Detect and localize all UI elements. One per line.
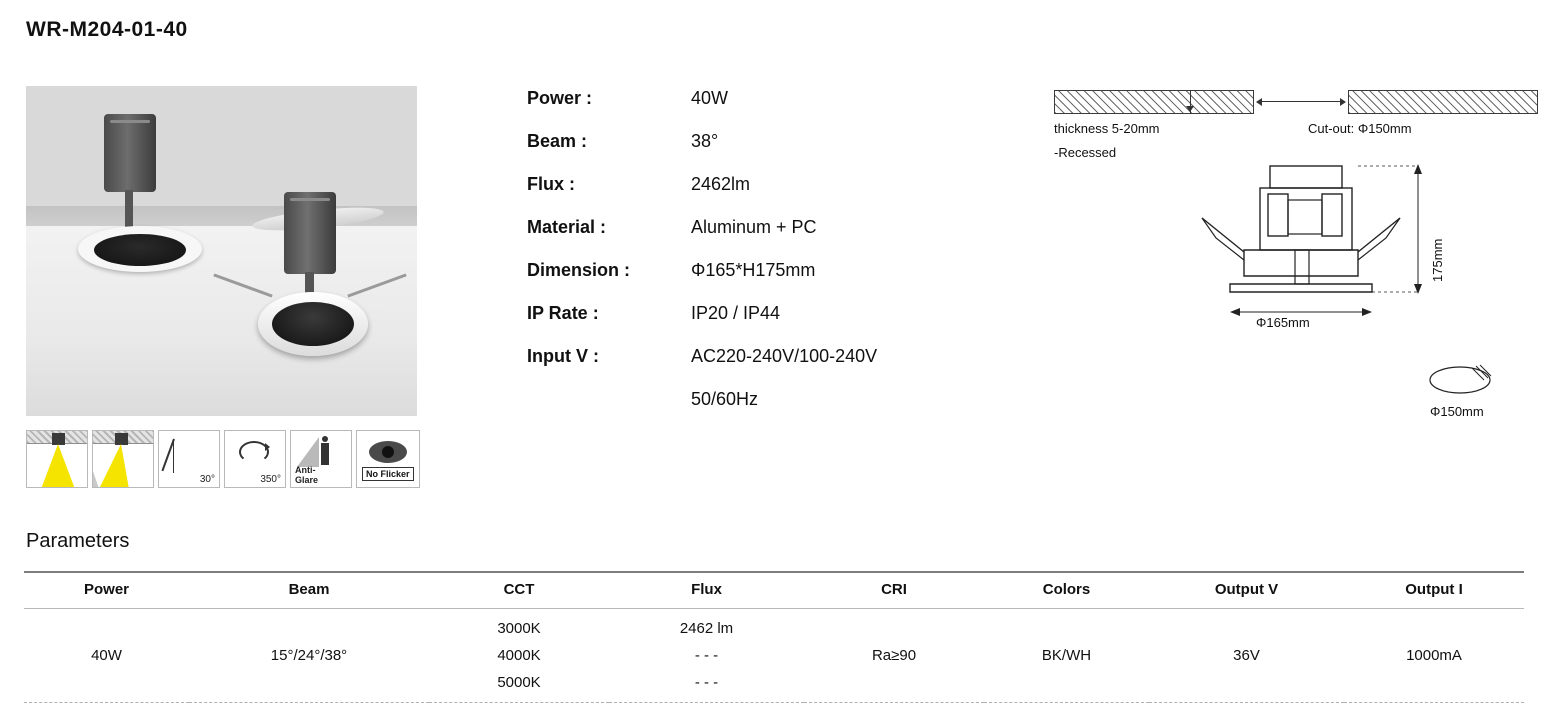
cutout-arrow-left (1256, 98, 1262, 106)
cell-power: 40W (91, 647, 122, 664)
cct-value-3: 5000K (497, 674, 541, 691)
cell-output-i: 1000mA (1406, 647, 1462, 664)
icon-eye-shape (369, 441, 407, 463)
fixture-section-drawing (1200, 160, 1548, 360)
spec-key: Dimension : (527, 260, 631, 280)
cutout-arrow-right (1340, 98, 1346, 106)
beam-angle-narrow-icon (26, 430, 88, 488)
cell-colors: BK/WH (1041, 647, 1092, 664)
anti-glare-label (295, 465, 318, 485)
tilt-30-icon (158, 430, 220, 488)
column-header-cri: CRI (804, 572, 984, 609)
spec-key: IP Rate : (527, 303, 599, 323)
photo-right-fixture-body (284, 192, 336, 274)
cell-flux (609, 609, 804, 703)
flux-value-3: - - - (694, 674, 719, 691)
spec-row-dimension (527, 260, 997, 303)
cutout-hole-icon (1428, 364, 1498, 404)
flux-value-2: - - - (694, 647, 719, 664)
icon-glare-wedge (297, 437, 319, 467)
anti-glare-icon (290, 430, 352, 488)
no-flicker-icon (356, 430, 420, 488)
technical-drawings (1040, 82, 1540, 422)
spec-value: AC220-240V/100-240V (691, 346, 878, 366)
height-label: 175mm (1430, 238, 1445, 282)
thickness-arrow (1186, 106, 1194, 112)
icon-person-silhouette (321, 443, 329, 465)
spec-row-ip-rate (527, 303, 997, 346)
column-header-flux: Flux (609, 572, 804, 609)
hole-diameter-label: Φ150mm (1430, 404, 1484, 419)
parameters-table-wrapper (24, 571, 1524, 703)
rotation-350-icon (224, 430, 286, 488)
no-flicker-label: No Flicker (362, 467, 414, 481)
icon-beam-shape (27, 431, 88, 488)
cell-beam: 15°/24°/38° (270, 647, 348, 664)
cct-value-1: 3000K (497, 620, 541, 637)
cell-cct (429, 609, 609, 703)
recessed-label: -Recessed (1054, 145, 1117, 160)
spec-key: Flux : (527, 174, 575, 194)
cell-cri: Ra≥90 (871, 647, 917, 664)
spec-value-frequency: 50/60Hz (691, 389, 759, 409)
table-header-row (24, 572, 1524, 609)
column-header-colors: Colors (984, 572, 1149, 609)
diameter-label: Φ165mm (1256, 315, 1310, 330)
spec-value: 38° (691, 131, 719, 151)
tilt-angle-label: 30° (199, 474, 215, 485)
icon-beam-shape-tilted (93, 431, 154, 488)
spec-value: IP20 / IP44 (691, 303, 781, 323)
spec-row-flux (527, 174, 997, 217)
spec-value: 40W (691, 88, 729, 108)
beam-angle-tilt-icon (92, 430, 154, 488)
ceiling-section-left (1054, 90, 1254, 114)
column-header-power: Power (24, 572, 189, 609)
ceiling-section-right (1348, 90, 1538, 114)
thickness-label: thickness 5-20mm (1054, 121, 1160, 136)
cct-value-2: 4000K (497, 647, 541, 664)
spec-row-material (527, 217, 997, 260)
parameters-table (24, 571, 1524, 703)
spec-key: Beam : (527, 131, 588, 151)
photo-left-fixture-body (104, 114, 156, 192)
spec-key: Input V : (527, 346, 599, 366)
spec-value: Φ165*H175mm (691, 260, 816, 280)
cutout-label: Cut-out: Φ150mm (1308, 121, 1412, 136)
column-header-output-v: Output V (1149, 572, 1344, 609)
flux-value-1: 2462 lm (679, 620, 734, 637)
table-row (24, 609, 1524, 703)
feature-icon-strip (26, 430, 420, 488)
product-photo (26, 86, 417, 416)
page-title: WR-M204-01-40 (26, 18, 188, 41)
anti-glare-label-line2: Glare (295, 475, 319, 485)
spec-value: Aluminum + PC (691, 217, 817, 237)
spec-row-input-v (527, 346, 997, 389)
spec-row-beam (527, 131, 997, 174)
icon-rotation-arrow (265, 443, 270, 451)
photo-left-fixture-aperture (94, 234, 186, 266)
spec-key: Power : (527, 88, 593, 108)
cutout-dim-line (1258, 101, 1344, 102)
cell-output-v: 36V (1233, 647, 1260, 664)
specification-list (527, 88, 997, 410)
column-header-output-i: Output I (1344, 572, 1524, 609)
parameters-heading: Parameters (26, 530, 130, 552)
anti-glare-label-line1: Anti- (295, 465, 316, 475)
spec-key: Material : (527, 217, 607, 237)
photo-right-fixture-aperture (272, 302, 354, 346)
spec-value: 2462lm (691, 174, 751, 194)
spec-row-power (527, 88, 997, 131)
column-header-beam: Beam (189, 572, 429, 609)
column-header-cct: CCT (429, 572, 609, 609)
rotation-angle-label: 350° (260, 474, 281, 485)
